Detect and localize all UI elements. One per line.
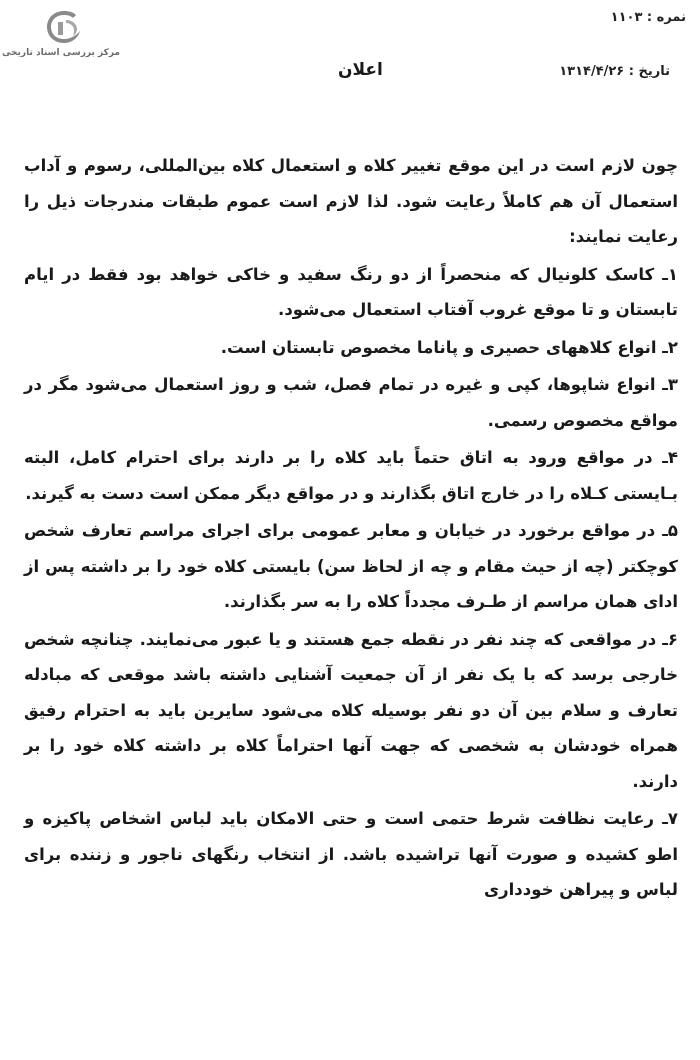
list-item-2: ۲ـ انواع کلاههای حصیری و پاناما مخصوص تابستان است. — [220, 337, 678, 357]
list-item-5: ۵ـ در مواقع برخورد در خیابان و معابر عمومی برای اجرای مراسم تعارف شخص کوچکتر (چه از حیث مقام و چه از لحاظ سن) بایستی کلاه خود را بر داشته پس از ادای همان مراسم از طـرف مجدداً کلاه را به سر بگذارند. — [24, 521, 678, 611]
list-item-4: ۴ـ در مواقع ورود به اتاق حتماً باید کلاه را بر دارند برای احترام کامل، البته بـایستی کـلاه را در خارج اتاق بگذارند و در مواقع دیگر ممکن است دست به گیرند. — [24, 448, 678, 503]
list-item-1: ۱ـ کاسک کلونیال که منحصراً از دو رنگ سفید و خاکی خواهد بود فقط در ایام تابستان و تا موقع غروب آفتاب استعمال می‌شود. — [24, 264, 678, 319]
archive-logo-text: مرکز بررسی اسناد تاریخی — [1, 48, 120, 58]
document-title: اعلان — [338, 60, 383, 80]
document-number: نمره : ۱۱۰۳ — [610, 10, 686, 25]
list-item-6: ۶ـ در مواقعی که چند نفر در نقطه جمع هستند و یا عبور می‌نمایند. چنانچه شخص خارجی برسد که با یک نفر از آن جمعیت آشنایی داشته باشد موقعی که مبادله تعارف و سلام بین آن دو نفر بوسیله کلاه می‌شود سایرین باید به احترام رفیق همراه خودشان به شخصی که جهت آنها احتراماً کلاه بر داشته کلاه خود را بر دارند. — [24, 629, 678, 791]
list-item-3: ۳ـ انواع شاپوها، کپی و غیره در تمام فصل، شب و روز استعمال می‌شود مگر در مواقع مخصوص رسمی. — [24, 375, 678, 430]
archive-logo — [1, 8, 120, 60]
document-body — [24, 148, 678, 910]
list-item-7: ۷ـ رعایت نظافت شرط حتمی است و حتی الامکان باید لباس اشخاص پاکیزه و اطو کشیده و صورت آنها تراشیده باشد. از انتخاب رنگهای ناجور و زننده برای لباس و پیراهن خودداری — [24, 809, 678, 899]
intro-paragraph: چون لازم است در این موقع تغییر کلاه و استعمال کلاه بین‌المللی، رسوم و آداب استعمال آن هم کاملاً رعایت شود. لذا لازم است عموم طبقات مندرجات ذیل را رعایت نمایند: — [24, 156, 678, 246]
archive-emblem-icon — [42, 8, 86, 48]
document-date: تاریخ : ۱۳۱۴/۴/۲۶ — [559, 64, 670, 79]
